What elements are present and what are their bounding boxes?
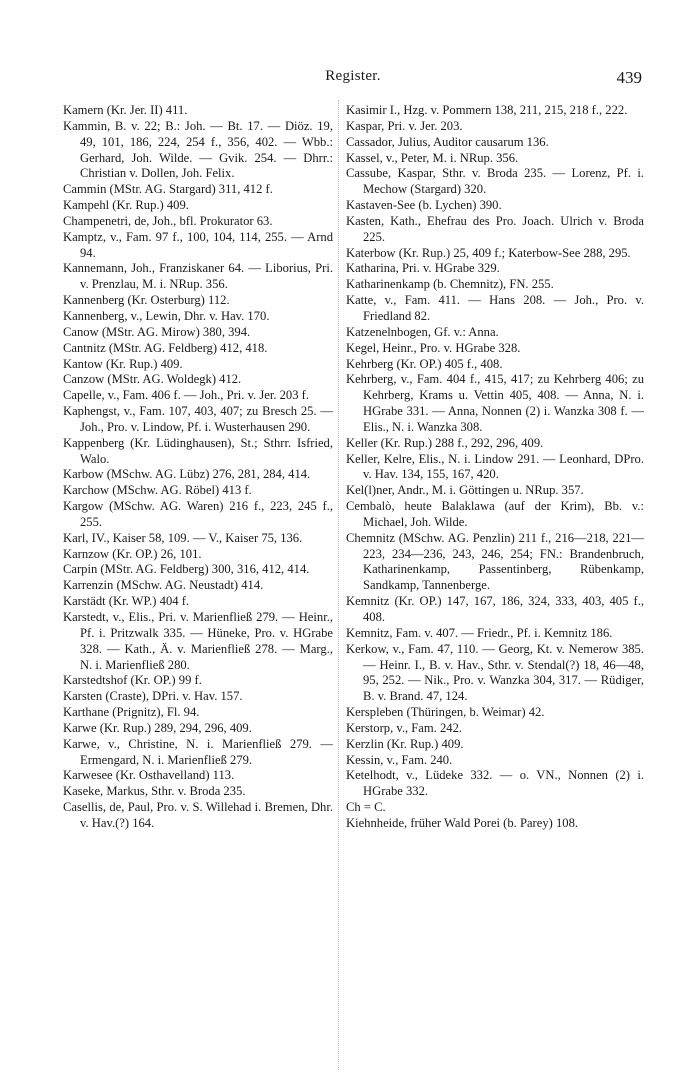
index-entry: Kamptz, v., Fam. 97 f., 100, 104, 114, 255. — Arnd 94.: [63, 229, 333, 260]
index-entry: Kannemann, Joh., Franziskaner 64. — Liborius, Pri. v. Prenzlau, M. i. NRup. 356.: [63, 261, 333, 292]
index-entry: Kerstorp, v., Fam. 242.: [346, 720, 463, 735]
index-entry: Karbow (MSchw. AG. Lübz) 276, 281, 284, 414.: [63, 467, 311, 482]
index-entry: Cassador, Julius, Auditor causarum 136.: [346, 134, 549, 149]
index-entry: Karchow (MSchw. AG. Röbel) 413 f.: [63, 483, 252, 498]
index-entry: Kehrberg (Kr. OP.) 405 f., 408.: [346, 356, 503, 371]
index-entry: Casellis, de, Paul, Pro. v. S. Willehad i. Bremen, Dhr. v. Hav.(?) 164.: [63, 800, 333, 830]
index-entry: Kel(l)ner, Andr., M. i. Göttingen u. NRup. 357.: [346, 483, 584, 498]
index-entry: Katte, v., Fam. 411. — Hans 208. — Joh., Pro. v. Friedland 82.: [346, 293, 644, 323]
index-entry: Champenetri, de, Joh., bfl. Prokurator 63.: [63, 213, 273, 228]
index-entry: Kiehnheide, früher Wald Porei (b. Parey) 108.: [346, 815, 579, 830]
index-entry: Katharinenkamp (b. Chemnitz), FN. 255.: [346, 277, 554, 292]
index-entry: Kargow (MSchw. AG. Waren) 216 f., 223, 245 f., 255.: [63, 499, 333, 529]
index-entry: Kastaven-See (b. Lychen) 390.: [346, 198, 502, 213]
index-entry: Karstädt (Kr. WP.) 404 f.: [63, 594, 190, 609]
index-entry: Kemnitz (Kr. OP.) 147, 167, 186, 324, 333, 403, 405 f., 408.: [346, 594, 644, 624]
running-title: Register.: [325, 68, 381, 84]
index-entry: Kannenberg, v., Lewin, Dhr. v. Hav. 170.: [63, 308, 270, 323]
index-entry: Cammin (MStr. AG. Stargard) 311, 412 f.: [63, 182, 273, 197]
index-entry: Karwe, v., Christine, N. i. Marienfließ 279. — Ermengard, N. i. Marienfließ 279.: [63, 736, 333, 767]
index-column-left: [63, 103, 333, 832]
page-header: [64, 68, 642, 90]
index-entry: Keller (Kr. Rup.) 288 f., 292, 296, 409.: [346, 435, 544, 450]
index-entry: Kemnitz, Fam. v. 407. — Friedr., Pf. i. Kemnitz 186.: [346, 625, 613, 640]
index-entry: Kerkow, v., Fam. 47, 110. — Georg, Kt. v. Nemerow 385. — Heinr. I., B. v. Hav., Sthr. v. Stendal(?) 18, 46—48, 95, 252. — Nik., Pro. v. Wanzka 304, 317. — Rüdiger, B. v. Brand. 47, 124.: [346, 641, 644, 704]
index-entry: Kannenberg (Kr. Osterburg) 112.: [63, 293, 230, 308]
index-entry: Karstedt, v., Elis., Pri. v. Marienfließ 279. — Heinr., Pf. i. Pritzwalk 335. — Hüneke, Pro. v. HGrabe 328. — Kath., Ä. v. Marienfließ 278. — Marg., N. i. Marienfließ 280.: [63, 610, 333, 672]
index-entry: Karwe (Kr. Rup.) 289, 294, 296, 409.: [63, 720, 252, 735]
index-entry: Katharina, Pri. v. HGrabe 329.: [346, 261, 500, 276]
index-entry: Kaspar, Pri. v. Jer. 203.: [346, 118, 463, 133]
index-entry: Kehrberg, v., Fam. 404 f., 415, 417; zu Kehrberg 406; zu Kehrberg, Krams u. Vettin 405, 408. — Anna, N. i. HGrabe 331. — Anna, Nonnen (2) i. Wanzka 308 f. — Elis., N. i. Wanzka 308.: [346, 372, 644, 434]
index-entry: Canzow (MStr. AG. Woldegk) 412.: [63, 372, 242, 387]
index-entry: Capelle, v., Fam. 406 f. — Joh., Pri. v. Jer. 203 f.: [63, 388, 310, 403]
index-entry: Katzenelnbogen, Gf. v.: Anna.: [346, 324, 499, 339]
index-entry: Kessin, v., Fam. 240.: [346, 752, 453, 767]
index-entry: Ketelhodt, v., Lüdeke 332. — o. VN., Nonnen (2) i. HGrabe 332.: [346, 768, 644, 799]
index-entry: Kantow (Kr. Rup.) 409.: [63, 356, 183, 371]
index-entry: Kassel, v., Peter, M. i. NRup. 356.: [346, 150, 519, 165]
index-entry: Kaseke, Markus, Sthr. v. Broda 235.: [63, 784, 246, 799]
index-entry: Karwesee (Kr. Osthavelland) 113.: [63, 768, 235, 783]
index-entry: Canow (MStr. AG. Mirow) 380, 394.: [63, 324, 251, 339]
index-column-right: [346, 103, 644, 832]
index-entry: Karnzow (Kr. OP.) 26, 101.: [63, 546, 202, 561]
index-entry: Kappenberg (Kr. Lüdinghausen), St.; Sthrr. Isfried, Walo.: [63, 435, 333, 466]
index-entry: Kammin, B. v. 22; B.: Joh. — Bt. 17. — Diöz. 19, 49, 101, 186, 224, 254 f., 356, 402. — Wbb.: Gerhard, Joh. Wilde. — Gvik. 254. — Dhrr.: Christian v. Dollen, Joh. Felix.: [63, 118, 333, 181]
index-entry: Keller, Kelre, Elis., N. i. Lindow 291. — Leonhard, DPro. v. Hav. 134, 155, 167, 420.: [346, 451, 644, 482]
index-entry: Carpin (MStr. AG. Feldberg) 300, 316, 412, 414.: [63, 562, 310, 577]
index-entry: Kerspleben (Thüringen, b. Weimar) 42.: [346, 705, 545, 720]
index-entry: Karstedtshof (Kr. OP.) 99 f.: [63, 673, 202, 688]
index-entry: Karthane (Prignitz), Fl. 94.: [63, 705, 200, 720]
index-entry: Karl, IV., Kaiser 58, 109. — V., Kaiser 75, 136.: [63, 530, 303, 545]
index-entry: Kegel, Heinr., Pro. v. HGrabe 328.: [346, 340, 521, 355]
index-entry: Cembalò, heute Balaklawa (auf der Krim), Bb. v.: Michael, Joh. Wilde.: [346, 499, 644, 529]
index-entry: Chemnitz (MSchw. AG. Penzlin) 211 f., 216—218, 221—223, 234—236, 243, 246, 254; FN.: Brandenbruch, Katharinenkamp, Passentinberg, Rübenkamp, Sandkamp, Tannenberge.: [346, 530, 644, 593]
index-entry: Kasten, Kath., Ehefrau des Pro. Joach. Ulrich v. Broda 225.: [346, 213, 644, 244]
index-entry: Katerbow (Kr. Rup.) 25, 409 f.; Katerbow-See 288, 295.: [346, 245, 631, 260]
index-entry: Cassube, Kaspar, Sthr. v. Broda 235. — Lorenz, Pf. i. Mechow (Stargard) 320.: [346, 166, 644, 197]
index-entry: Karrenzin (MSchw. AG. Neustadt) 414.: [63, 578, 264, 593]
index-entry: Ch = C.: [346, 800, 386, 815]
index-entry: Kerzlin (Kr. Rup.) 409.: [346, 736, 464, 751]
page-number: 439: [616, 68, 642, 87]
index-entry: Kampehl (Kr. Rup.) 409.: [63, 198, 189, 213]
index-entry: Kamern (Kr. Jer. II) 411.: [63, 103, 188, 117]
index-entry: Kasimir I., Hzg. v. Pommern 138, 211, 215, 218 f., 222.: [346, 103, 628, 117]
index-entry: Cantnitz (MStr. AG. Feldberg) 412, 418.: [63, 340, 268, 355]
index-entry: Kaphengst, v., Fam. 107, 403, 407; zu Bresch 25. — Joh., Pro. v. Lindow, Pf. i. Wusterhausen 290.: [63, 404, 333, 434]
column-divider: [338, 100, 339, 1070]
index-entry: Karsten (Craste), DPri. v. Hav. 157.: [63, 689, 243, 704]
